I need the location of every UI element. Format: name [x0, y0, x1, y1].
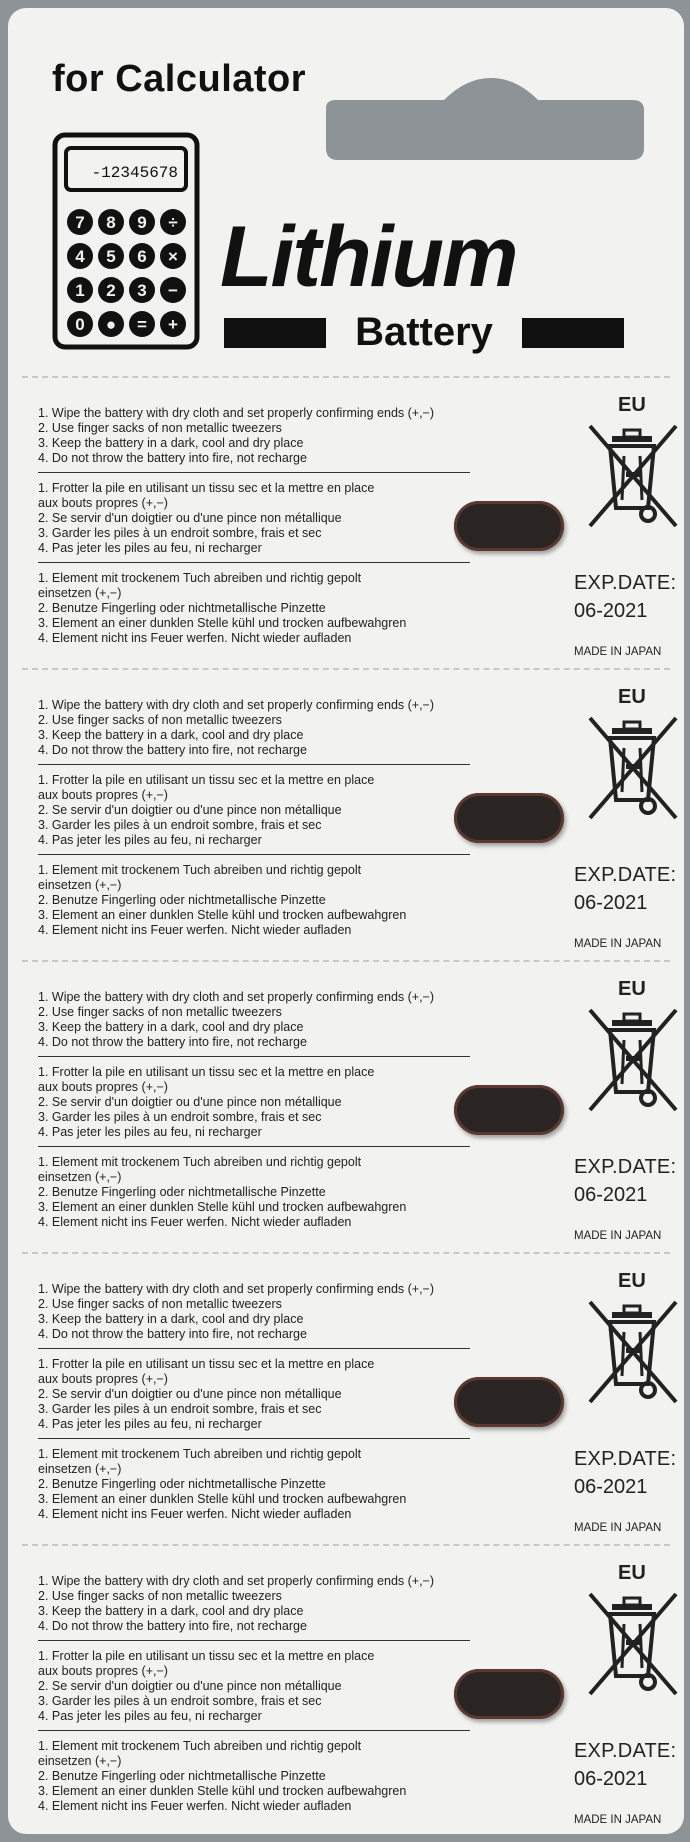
instruction-line: 2. Benutze Fingerling oder nichtmetallische Pinzette [38, 893, 326, 907]
instruction-line: 1. Element mit trockenem Tuch abreiben und richtig gepolt [38, 1155, 362, 1169]
instructions-en [38, 1282, 498, 1342]
instructions-en [38, 1574, 498, 1634]
instruction-line: 4. Pas jeter les piles au feu, ni recharger [38, 833, 262, 847]
brand-name: Lithium [220, 209, 517, 305]
perforation-line [22, 960, 670, 962]
calc-key-label: ● [105, 315, 117, 334]
perforation-line [22, 1544, 670, 1546]
coin-cell-battery [454, 1377, 564, 1427]
instruction-line: 2. Se servir d'un doigtier ou d'une pince non métallique [38, 511, 342, 525]
instruction-line: 1. Wipe the battery with dry cloth and set properly confirming ends (+,−) [38, 1282, 435, 1296]
calculator-display: -12345678 [91, 164, 178, 182]
instruction-line: 4. Element nicht ins Feuer werfen. Nicht wieder aufladen [38, 1215, 352, 1229]
divider [38, 1730, 470, 1731]
instruction-line: 4. Do not throw the battery into fire, not recharge [38, 1035, 307, 1049]
exp-date-label: EXP.DATE: [574, 864, 677, 886]
eu-label: EU [618, 978, 646, 1000]
instruction-line: 2. Benutze Fingerling oder nichtmetallische Pinzette [38, 1769, 326, 1783]
divider [38, 1438, 470, 1439]
instruction-line: 2. Use finger sacks of non metallic tweezers [38, 1589, 282, 1603]
instruction-line: 4. Pas jeter les piles au feu, ni recharger [38, 1417, 262, 1431]
instructions [38, 990, 498, 1230]
calc-key-label: 6 [137, 247, 147, 266]
instructions-de [38, 571, 498, 646]
battery-section [8, 668, 684, 960]
instructions [38, 406, 498, 646]
instruction-line: 2. Se servir d'un doigtier ou d'une pince non métallique [38, 1095, 342, 1109]
instructions-fr [38, 1649, 498, 1724]
header-title: for Calculator [52, 58, 307, 100]
eu-label: EU [618, 1562, 646, 1584]
instruction-line: 1. Wipe the battery with dry cloth and set properly confirming ends (+,−) [38, 1574, 435, 1588]
instruction-line: 1. Element mit trockenem Tuch abreiben und richtig gepolt [38, 1447, 362, 1461]
exp-date-label: EXP.DATE: [574, 572, 677, 594]
calc-key-label: 9 [137, 213, 147, 232]
blister-card [8, 8, 684, 1834]
instruction-line: 3. Element an einer dunklen Stelle kühl und trocken aufbewahgren [38, 908, 407, 922]
calc-key-label: × [168, 247, 178, 266]
instruction-line: 4. Do not throw the battery into fire, not recharge [38, 1619, 307, 1633]
instruction-line: 1. Element mit trockenem Tuch abreiben und richtig gepolt [38, 1739, 362, 1753]
instruction-line: 3. Element an einer dunklen Stelle kühl und trocken aufbewahgren [38, 1784, 407, 1798]
crossed-bin-icon [582, 1298, 682, 1408]
instruction-line: 3. Element an einer dunklen Stelle kühl und trocken aufbewahgren [38, 1492, 407, 1506]
battery-section [8, 960, 684, 1252]
instruction-line: aux bouts propres (+,−) [38, 1080, 168, 1094]
instruction-line: 4. Pas jeter les piles au feu, ni recharger [38, 1709, 262, 1723]
instruction-line: 2. Use finger sacks of non metallic tweezers [38, 1297, 282, 1311]
instructions-en [38, 698, 498, 758]
instruction-line: 3. Keep the battery in a dark, cool and dry place [38, 728, 304, 742]
calc-key-label: ÷ [168, 213, 178, 232]
brand-sub: Battery [355, 310, 493, 354]
instruction-line: aux bouts propres (+,−) [38, 1664, 168, 1678]
instruction-line: 1. Wipe the battery with dry cloth and set properly confirming ends (+,−) [38, 990, 435, 1004]
instruction-line: einsetzen (+,−) [38, 878, 122, 892]
instruction-line: 4. Do not throw the battery into fire, not recharge [38, 451, 307, 465]
instruction-line: 3. Keep the battery in a dark, cool and dry place [38, 1312, 304, 1326]
instruction-line: 1. Frotter la pile en utilisant un tissu sec et la mettre en place [38, 1065, 375, 1079]
battery-section [8, 1252, 684, 1544]
instructions-fr [38, 481, 498, 556]
instruction-line: 4. Element nicht ins Feuer werfen. Nicht wieder aufladen [38, 1507, 352, 1521]
instruction-line: 2. Use finger sacks of non metallic tweezers [38, 713, 282, 727]
instructions-fr [38, 1357, 498, 1432]
calc-key-label: − [168, 281, 178, 300]
perforation-line [22, 376, 670, 378]
instructions-de [38, 1447, 498, 1522]
coin-cell-battery [454, 1085, 564, 1135]
calc-key-label: = [137, 315, 147, 334]
instruction-line: 2. Se servir d'un doigtier ou d'une pince non métallique [38, 1679, 342, 1693]
instruction-line: 1. Frotter la pile en utilisant un tissu sec et la mettre en place [38, 481, 375, 495]
calc-key-label: 0 [75, 315, 85, 334]
instruction-line: 1. Element mit trockenem Tuch abreiben und richtig gepolt [38, 863, 362, 877]
instruction-line: 3. Garder les piles à un endroit sombre, frais et sec [38, 1110, 322, 1124]
brand-sub-bar [224, 310, 624, 354]
instruction-line: 2. Use finger sacks of non metallic tweezers [38, 1005, 282, 1019]
instruction-line: 4. Pas jeter les piles au feu, ni recharger [38, 541, 262, 555]
instruction-line: 3. Element an einer dunklen Stelle kühl und trocken aufbewahgren [38, 1200, 407, 1214]
calculator-icon [52, 132, 200, 350]
instructions-de [38, 863, 498, 938]
divider [38, 562, 470, 563]
coin-cell-battery [454, 1669, 564, 1719]
instruction-line: 1. Frotter la pile en utilisant un tissu sec et la mettre en place [38, 1357, 375, 1371]
divider [38, 1056, 470, 1057]
instruction-line: 3. Keep the battery in a dark, cool and dry place [38, 436, 304, 450]
instruction-line: 4. Do not throw the battery into fire, not recharge [38, 1327, 307, 1341]
instructions-de [38, 1739, 498, 1814]
instruction-line: aux bouts propres (+,−) [38, 1372, 168, 1386]
instruction-line: 2. Use finger sacks of non metallic tweezers [38, 421, 282, 435]
perforation-line [22, 1252, 670, 1254]
instruction-line: 1. Wipe the battery with dry cloth and set properly confirming ends (+,−) [38, 406, 435, 420]
divider [38, 764, 470, 765]
eu-label: EU [618, 686, 646, 708]
instruction-line: 2. Benutze Fingerling oder nichtmetallische Pinzette [38, 1477, 326, 1491]
instruction-line: einsetzen (+,−) [38, 586, 122, 600]
instruction-line: 2. Se servir d'un doigtier ou d'une pince non métallique [38, 803, 342, 817]
origin-label: MADE IN JAPAN [574, 1814, 662, 1826]
calc-key-label: + [168, 315, 178, 334]
battery-section [8, 376, 684, 668]
instruction-line: 3. Keep the battery in a dark, cool and dry place [38, 1604, 304, 1618]
calc-key-label: 4 [75, 247, 85, 266]
instruction-line: 3. Element an einer dunklen Stelle kühl und trocken aufbewahgren [38, 616, 407, 630]
crossed-bin-icon [582, 714, 682, 824]
calc-key-label: 5 [106, 247, 116, 266]
battery-section [8, 1544, 684, 1834]
instruction-line: aux bouts propres (+,−) [38, 788, 168, 802]
instruction-line: 3. Garder les piles à un endroit sombre, frais et sec [38, 1694, 322, 1708]
instructions-de [38, 1155, 498, 1230]
eu-label: EU [618, 1270, 646, 1292]
calculator-keypad [67, 209, 186, 337]
exp-date-value: 06-2021 [574, 1476, 648, 1498]
crossed-bin-icon [582, 1006, 682, 1116]
calc-key-label: 8 [106, 213, 116, 232]
exp-date-value: 06-2021 [574, 1184, 648, 1206]
instruction-line: 3. Garder les piles à un endroit sombre, frais et sec [38, 526, 322, 540]
origin-label: MADE IN JAPAN [574, 1522, 662, 1534]
exp-date-label: EXP.DATE: [574, 1740, 677, 1762]
divider [38, 1348, 470, 1349]
instruction-line: 4. Element nicht ins Feuer werfen. Nicht wieder aufladen [38, 631, 352, 645]
instruction-line: 4. Element nicht ins Feuer werfen. Nicht wieder aufladen [38, 923, 352, 937]
exp-date-label: EXP.DATE: [574, 1156, 677, 1178]
divider [38, 1146, 470, 1147]
instruction-line: 2. Benutze Fingerling oder nichtmetallische Pinzette [38, 1185, 326, 1199]
instructions-fr [38, 1065, 498, 1140]
instruction-line: 1. Element mit trockenem Tuch abreiben und richtig gepolt [38, 571, 362, 585]
calc-key-label: 7 [75, 213, 85, 232]
coin-cell-battery [454, 501, 564, 551]
instruction-line: einsetzen (+,−) [38, 1170, 122, 1184]
origin-label: MADE IN JAPAN [574, 1230, 662, 1242]
eu-label: EU [618, 394, 646, 416]
instruction-line: 2. Benutze Fingerling oder nichtmetallische Pinzette [38, 601, 326, 615]
divider [38, 854, 470, 855]
instruction-line: 1. Frotter la pile en utilisant un tissu sec et la mettre en place [38, 773, 375, 787]
exp-date-value: 06-2021 [574, 892, 648, 914]
perforation-line [22, 668, 670, 670]
instruction-line: 4. Do not throw the battery into fire, not recharge [38, 743, 307, 757]
calc-key-label: 2 [106, 281, 116, 300]
calc-key-label: 1 [75, 281, 85, 300]
instructions-en [38, 406, 498, 466]
divider [38, 472, 470, 473]
instruction-line: 1. Wipe the battery with dry cloth and set properly confirming ends (+,−) [38, 698, 435, 712]
divider [38, 1640, 470, 1641]
instruction-line: 4. Element nicht ins Feuer werfen. Nicht wieder aufladen [38, 1799, 352, 1813]
origin-label: MADE IN JAPAN [574, 938, 662, 950]
instruction-line: 1. Frotter la pile en utilisant un tissu sec et la mettre en place [38, 1649, 375, 1663]
coin-cell-battery [454, 793, 564, 843]
crossed-bin-icon [582, 1590, 682, 1700]
instructions [38, 1574, 498, 1814]
instructions [38, 698, 498, 938]
exp-date-value: 06-2021 [574, 1768, 648, 1790]
exp-date-label: EXP.DATE: [574, 1448, 677, 1470]
instruction-line: einsetzen (+,−) [38, 1462, 122, 1476]
instruction-line: 3. Keep the battery in a dark, cool and dry place [38, 1020, 304, 1034]
instructions [38, 1282, 498, 1522]
calc-key-label: 3 [137, 281, 147, 300]
instruction-line: 3. Garder les piles à un endroit sombre, frais et sec [38, 818, 322, 832]
crossed-bin-icon [582, 422, 682, 532]
origin-label: MADE IN JAPAN [574, 646, 662, 658]
exp-date-value: 06-2021 [574, 600, 648, 622]
instruction-line: einsetzen (+,−) [38, 1754, 122, 1768]
instruction-line: 2. Se servir d'un doigtier ou d'une pince non métallique [38, 1387, 342, 1401]
instruction-line: aux bouts propres (+,−) [38, 496, 168, 510]
instruction-line: 3. Garder les piles à un endroit sombre, frais et sec [38, 1402, 322, 1416]
hang-hole [326, 78, 644, 160]
instruction-line: 4. Pas jeter les piles au feu, ni recharger [38, 1125, 262, 1139]
instructions-fr [38, 773, 498, 848]
instructions-en [38, 990, 498, 1050]
